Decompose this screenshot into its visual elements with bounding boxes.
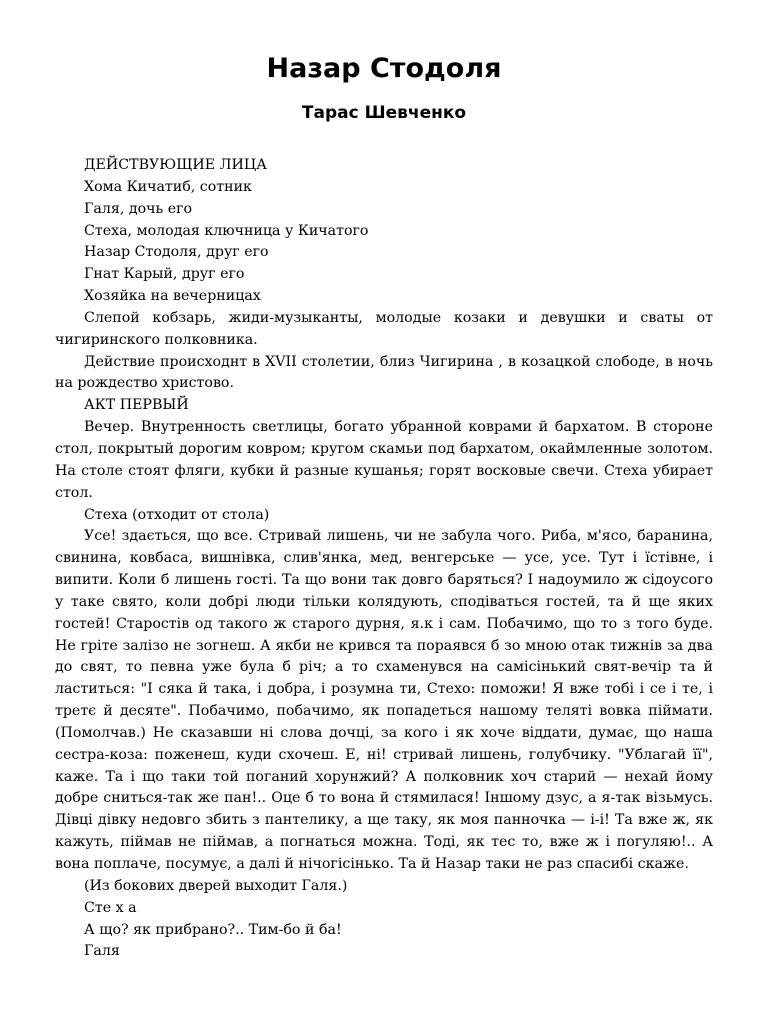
text-line: Хома Кичатиб, сотник — [84, 178, 252, 195]
text-line: (Из бокових дверей выходит Галя.) — [84, 877, 348, 894]
text-line: Стеха, молодая ключница у Кичатого — [84, 222, 369, 239]
text-line: Сте х а — [84, 899, 137, 916]
text-line: Хозяйка на вечерницах — [84, 288, 261, 305]
text-line: Стеха (отходит от стола) — [84, 506, 270, 523]
document-body — [55, 155, 713, 963]
paragraph: Действие происходнт в XVII столетии, близ Чигирина , в козацкой слободе, в ночь на рождество христово. — [55, 353, 713, 392]
text-line: АКТ ПЕРВЫЙ — [84, 397, 189, 414]
paragraph: Вечер. Внутренность светлицы, богато убранной коврами й бархатом. В стороне стол, покрытый дорогим ковром; кругом скамьи под бархатом, окаймленные золотом. На столе стоят фляги, кубки й разные кушанья; горят восковые свечи. Стеха убирает стол. — [55, 419, 713, 501]
document-title: Назар Стодоля — [266, 53, 502, 84]
text-line: Галя, дочь его — [84, 200, 193, 217]
text-line: ДЕЙСТВУЮЩИЕ ЛИЦА — [84, 157, 267, 173]
text-line: Галя — [84, 943, 120, 960]
text-line: Гнат Карый, друг его — [84, 266, 245, 283]
paragraph: Усе! здається, що все. Стривай лишень, чи не забула чого. Риба, м'ясо, баранина, свинина, ковбаса, вишнівка, слив'янка, мед, венгерське — усе, усе. Тут і їстівне, і випити. Коли б лишень гості. Та що вони так довго баряться? І надоумило ж сідоусого у таке свято, коли добрі люди тільки колядують, сподіваться гостей, та й ще яких гостей! Старостів од такого ж старого дурня, я.к і сам. Побачимо, що то з того буде. Не гріте залізо не зогнеш. А якби не крився та пораявся б зо мною отак тижнів за два до свят, то певна уже була б річ; а то схаменувся на самісінький свят-вечір та й ластиться: "І сяка й така, і добра, і розумна ти, Стехо: поможи! Я вже тобі і се і те, і третє й десяте". Побачимо, побачимо, як попадеться нашому теляті вовка піймати. (Помолчав.) Не сказавши ні слова дочці, за кого і як хоче віддати, думає, що наша сестра-коза: поженеш, куди схочеш. Е, ні! стривай лишень, голубчику. "Ублагай її", каже. Та і що таки той поганий хорунжий? А полковник хоч старий — нехай йому добре сниться-так же пан!.. Оце б то вона й стямилася! Іншому дзус, а я-так візьмусь. Дівці дівку недовго збить з пантелику, а ще таку, як моя панночка — і-і! Та вже ж, як кажуть, піймав не піймав, а погнаться можна. Тоді, як тес то, вже ж і погуляю!.. А вона поплаче, посумує, а далі й нічогісінько. Та й Назар таки не раз спасибі скаже. — [55, 528, 713, 872]
document-author: Тарас Шевченко — [301, 103, 467, 123]
text-line: Назар Стодоля, друг его — [84, 244, 269, 261]
text-line: А що? як прибрано?.. Тим-бо й ба! — [84, 921, 342, 938]
paragraph: Слепой кобзарь, жиди-музыканты, молодые козаки и девушки и сваты от чигиринского полковника. — [55, 309, 713, 348]
